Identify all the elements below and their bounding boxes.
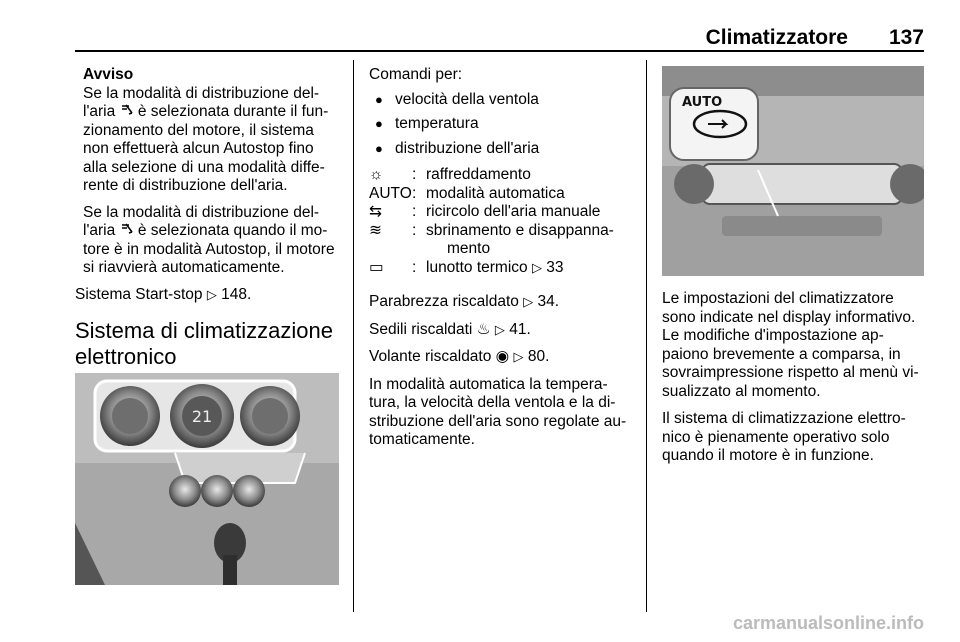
air-distribution-icon: [120, 103, 138, 120]
column-divider-1: [353, 60, 354, 612]
operation-paragraph: Il sistema di climatizzazione elettro- nico è pienamente operativo solo quando il motore è in funzione.: [662, 410, 906, 464]
notice-line: alla selezione di una modalità diffe-: [83, 158, 325, 176]
reference-arrow-icon: ▷: [206, 286, 217, 302]
table-row: [369, 259, 614, 278]
command-text: raffreddamento: [426, 166, 531, 183]
notice-line: rente di distribuzione dell'aria.: [83, 177, 288, 194]
xref-page[interactable]: 33: [546, 258, 564, 276]
separator: :: [412, 184, 417, 202]
notice-line: Se la modalità di distribuzione del-: [83, 203, 320, 221]
table-row: [369, 203, 614, 222]
notice-line: zionamento del motore, il sistema: [83, 121, 314, 139]
reference-arrow-icon: ▷: [513, 349, 524, 364]
xref-page[interactable]: 80.: [527, 348, 550, 365]
command-text: lunotto termico ▷ 33: [426, 258, 564, 276]
auto-label: AUTO: [369, 184, 412, 202]
heated-seats-reference: Sedili riscaldati ♨ ▷ 41.: [369, 320, 531, 338]
notice-line: tore è in modalità Autostop, il motore: [83, 240, 335, 258]
heated-wheel-reference: Volante riscaldato ◉ ▷ 80.: [369, 348, 550, 365]
steering-wheel-icon: ◉: [495, 348, 510, 365]
separator: :: [412, 166, 417, 183]
column-2: [369, 66, 639, 459]
rear-window-icon: ▭: [369, 258, 384, 276]
controls-list: [369, 91, 639, 159]
xref-page[interactable]: 148.: [221, 285, 252, 303]
display-paragraph: Le impostazioni del climatizzatore sono indicate nel display informativo. Le modifiche d'impostazione ap- paiono brevemente a comparsa, in sovraimpressione rispetto al menù vi- sualizzato al momento.: [662, 290, 919, 400]
reference-arrow-icon: ▷: [531, 259, 542, 275]
column-3: [662, 290, 927, 475]
notice-line: non effettuerà alcun Autostop fino: [83, 140, 314, 157]
auto-badge: AUTO: [682, 95, 723, 110]
xref-text[interactable]: Sistema Start-stop: [75, 285, 203, 303]
notice-line: si riavvierà automaticamente.: [83, 259, 285, 276]
separator: :: [412, 258, 417, 276]
notice-line: è selezionata quando il mo-: [137, 222, 328, 239]
auto-mode-paragraph: In modalità automatica la tempera- tura, la velocità della ventola e la di- stribuzione dell'aria sono regolate au- tomaticamente.: [369, 375, 627, 448]
console-photo: [75, 373, 339, 585]
command-text: ricircolo dell'aria manuale: [426, 203, 601, 220]
notice-line: l'aria: [83, 103, 120, 120]
table-row: [369, 222, 614, 259]
list-item: ● distribuzione dell'aria: [369, 140, 639, 159]
xref-page[interactable]: 41.: [509, 320, 531, 338]
notice-box: [75, 66, 343, 278]
page-header-title: Climatizzatore: [705, 26, 848, 49]
recirculation-icon: ⇆: [369, 203, 382, 220]
list-item: ● velocità della ventola: [369, 91, 639, 110]
watermark: carmanualsonline.info: [732, 613, 924, 633]
page-number: 137: [888, 26, 924, 49]
temperature-readout: 21: [191, 407, 213, 426]
defrost-icon: ≋: [369, 221, 382, 239]
notice-line: Se la modalità di distribuzione del-: [83, 84, 320, 102]
table-row: [369, 185, 614, 204]
commands-intro: Comandi per:: [369, 66, 463, 83]
heated-seat-icon: ♨: [476, 320, 491, 338]
start-stop-reference: [75, 286, 343, 305]
column-divider-2: [646, 60, 647, 612]
command-table: [369, 166, 614, 277]
section-heading: [75, 318, 343, 370]
cooling-icon: ☼: [369, 166, 384, 183]
notice-paragraph-1: [83, 85, 343, 196]
notice-line: è selezionata durante il fun-: [137, 103, 329, 120]
air-distribution-icon: [120, 222, 138, 239]
column-1: [75, 66, 343, 382]
xref-page[interactable]: 34.: [537, 293, 560, 310]
command-text: modalità automatica: [426, 184, 565, 202]
list-item: ● temperatura: [369, 115, 639, 134]
reference-arrow-icon: ▷: [494, 321, 505, 337]
notice-title: Avviso: [83, 66, 134, 83]
heading-line: elettronico: [75, 344, 177, 369]
reference-arrow-icon: ▷: [523, 294, 534, 309]
climate-display-photo: [662, 66, 924, 276]
table-row: [369, 166, 614, 185]
separator: :: [412, 203, 417, 220]
notice-paragraph-2: [83, 204, 343, 278]
heated-windscreen-reference: Parabrezza riscaldato ▷ 34.: [369, 293, 560, 310]
separator: :: [412, 221, 417, 239]
command-text: sbrinamento e disappanna- mento: [426, 221, 614, 257]
heading-line: Sistema di climatizzazione: [75, 318, 333, 343]
header-rule: [75, 50, 924, 52]
notice-line: l'aria: [83, 222, 120, 239]
